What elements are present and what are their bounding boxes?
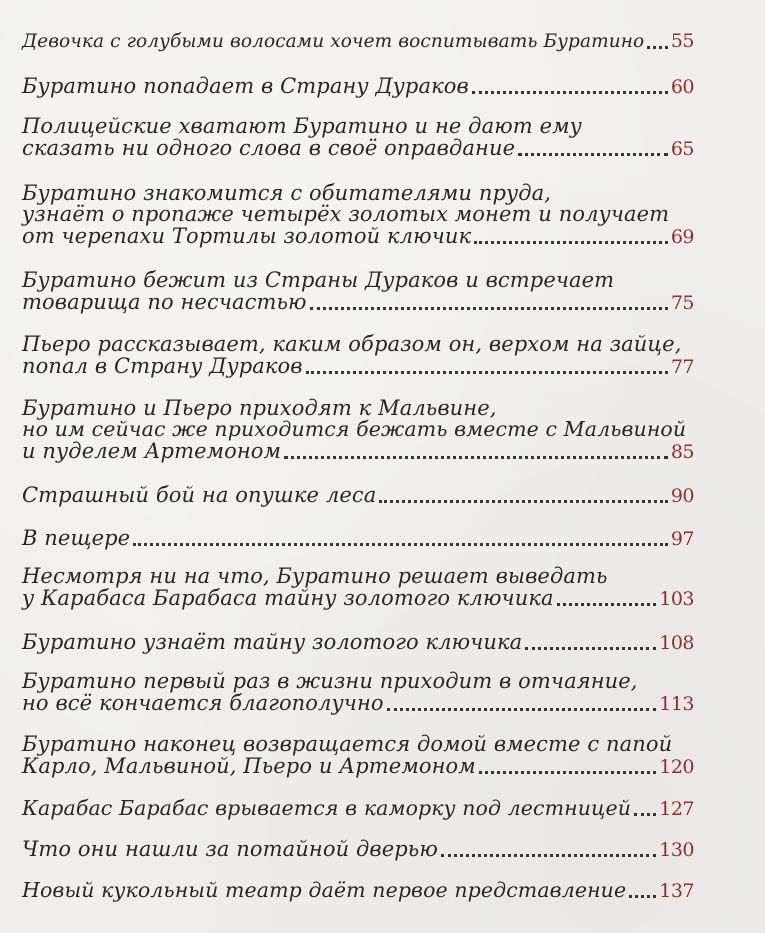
toc-entry[interactable]	[22, 671, 694, 715]
toc-entry[interactable]	[22, 797, 694, 820]
toc-entry-last-line	[22, 587, 694, 610]
dot-leader	[310, 307, 668, 310]
toc-page-number: 137	[659, 880, 694, 902]
toc-entry-last-line	[22, 838, 694, 861]
toc-entry-title-line: попал в Страну Дураков	[22, 354, 303, 378]
toc-entry[interactable]	[22, 75, 694, 98]
toc-page-number: 60	[670, 76, 694, 98]
toc-entry[interactable]	[22, 879, 694, 902]
toc-entry-title-line: Буратино наконец возвращается домой вместе с папой	[22, 732, 673, 756]
toc-entry-title-line: узнаёт о пропаже четырёх золотых монет и получает	[22, 202, 670, 226]
toc-entry-title-line: Карло, Мальвиной, Пьеро и Артемоном	[22, 754, 476, 778]
toc-entry-last-line	[22, 30, 694, 53]
toc-page-number: 55	[670, 30, 694, 52]
dot-leader	[284, 456, 668, 459]
toc-entry-title-line: но им сейчас же приходится бежать вместе с Мальвиной	[22, 417, 687, 441]
toc-entry-title-line: у Карабаса Барабаса тайну золотого ключика	[22, 586, 554, 610]
toc-entry[interactable]	[22, 631, 694, 654]
toc-entry[interactable]	[22, 527, 694, 550]
toc-entry-last-line	[22, 692, 694, 715]
toc-entry-title-line: В пещере	[22, 526, 131, 550]
toc-entry[interactable]	[22, 398, 694, 463]
toc-page-number: 108	[659, 632, 694, 654]
toc-entry[interactable]	[22, 183, 694, 248]
toc-page-number: 113	[659, 693, 694, 715]
toc-page-number: 97	[670, 528, 694, 550]
toc-page-number: 85	[670, 441, 694, 463]
dot-leader	[479, 771, 656, 774]
toc-entry-title-line: Карабас Барабас врывается в каморку под лестницей	[22, 796, 631, 820]
toc-entry-title-line: Буратино попадает в Страну Дураков	[22, 74, 469, 98]
toc-entry-title-line: сказать ни одного слова в своё оправдание	[22, 136, 516, 160]
dot-leader	[629, 895, 656, 898]
toc-entry-last-line	[22, 527, 694, 550]
dot-leader	[518, 153, 668, 156]
toc-entry-title-line: от черепахи Тортилы золотой ключик	[22, 224, 472, 248]
toc-entry-title-line: Что они нашли за потайной дверью	[22, 837, 438, 861]
dot-leader	[634, 813, 656, 816]
toc-page-number: 103	[659, 588, 694, 610]
dot-leader	[647, 46, 668, 49]
dot-leader	[306, 371, 668, 374]
toc-entry-title-line: Новый кукольный театр даёт первое представление	[22, 878, 627, 902]
toc-entry-last-line	[22, 879, 694, 902]
toc-entry-title-line: но всё кончается благополучно	[22, 691, 384, 715]
dot-leader	[474, 241, 668, 244]
toc-entry-last-line	[22, 225, 694, 248]
toc-page-number: 77	[670, 356, 694, 378]
toc-entry-title-line: Буратино знакомится с обитателями пруда,	[22, 181, 552, 205]
toc-entry[interactable]	[22, 270, 694, 314]
toc-entry-title-line: Буратино узнаёт тайну золотого ключика	[22, 630, 523, 654]
toc-entry-title-line: Буратино первый раз в жизни приходит в отчаяние,	[22, 669, 638, 693]
toc-page-number: 127	[659, 798, 694, 820]
toc-entry-last-line	[22, 484, 694, 507]
toc-page-number: 130	[659, 839, 694, 861]
toc-page-number: 90	[670, 485, 694, 507]
toc-entry-last-line	[22, 440, 694, 463]
toc-page-number: 75	[670, 292, 694, 314]
dot-leader	[379, 500, 667, 503]
toc-entry-title-line: Пьеро рассказывает, каким образом он, верхом на зайце,	[22, 332, 682, 356]
toc-entry-title-line: Буратино бежит из Страны Дураков и встречает	[22, 268, 615, 292]
dot-leader	[441, 854, 656, 857]
toc-entry-last-line	[22, 631, 694, 654]
dot-leader	[472, 91, 668, 94]
toc-entry-title-line: Буратино и Пьеро приходят к Мальвине,	[22, 396, 497, 420]
toc-page-number: 120	[659, 756, 694, 778]
toc-entry-title-line: товарища по несчастью	[22, 290, 307, 314]
toc-entry-last-line	[22, 75, 694, 98]
toc-entry[interactable]	[22, 334, 694, 378]
toc-entry-last-line	[22, 355, 694, 378]
toc-entry[interactable]	[22, 484, 694, 507]
toc-entry-title-line: и пуделем Артемоном	[22, 439, 282, 463]
toc-entry-title-line: Несмотря ни на что, Буратино решает выведать	[22, 564, 608, 588]
toc-entry[interactable]	[22, 566, 694, 610]
toc-entry-title-line: Полицейские хватают Буратино и не дают ему	[22, 114, 582, 138]
dot-leader	[557, 603, 657, 606]
toc-page-number: 69	[670, 226, 694, 248]
toc-entry-title-line: Девочка с голубыми волосами хочет воспитывать Буратино	[22, 31, 645, 52]
dot-leader	[133, 543, 668, 546]
dot-leader	[387, 708, 657, 711]
toc-entry[interactable]	[22, 734, 694, 778]
toc-entry[interactable]	[22, 116, 694, 160]
toc-entry[interactable]	[22, 838, 694, 861]
toc-entry-last-line	[22, 797, 694, 820]
toc-entry-last-line	[22, 755, 694, 778]
toc-entry-title-line: Страшный бой на опушке леса	[22, 483, 377, 507]
toc-page-number: 65	[670, 138, 694, 160]
toc-entry[interactable]	[22, 30, 694, 53]
dot-leader	[525, 647, 656, 650]
toc-entry-last-line	[22, 291, 694, 314]
toc-entry-last-line	[22, 137, 694, 160]
